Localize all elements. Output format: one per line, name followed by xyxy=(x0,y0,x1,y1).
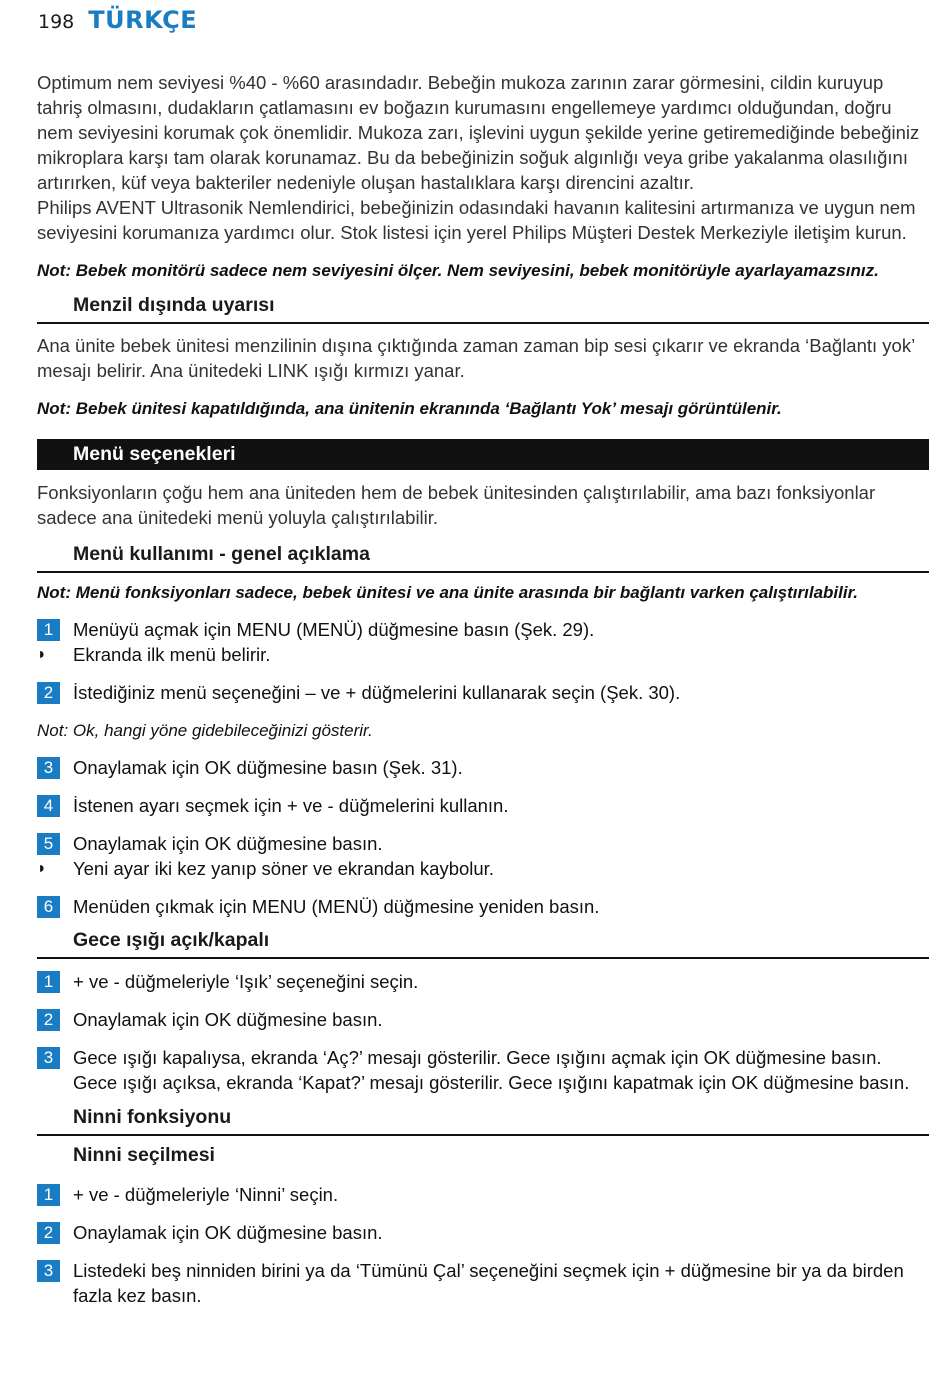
step-text: Onaylamak için OK düğmesine basın (Şek. 31). xyxy=(73,757,463,778)
menu-options-text: Fonksiyonların çoğu hem ana üniteden hem de bebek ünitesinden çalıştırılabilir, ama bazı fonksiyonlar sadece ana ünitedeki menü yoluyla çalıştırılabilir. xyxy=(37,482,876,528)
result-arrow-icon: ◗ xyxy=(37,646,47,663)
step-text: Menüden çıkmak için MENU (MENÜ) düğmesine yeniden basın. xyxy=(73,896,600,917)
intro-paragraph-1: Optimum nem seviyesi %40 - %60 arasındadır. Bebeğin mukoza zarının zarar görmesini, cildin kuruyup tahriş olmasını, dudakların çatlamasını ev boğazın kurumasını engellemeye yardımcı olduğundan, doğru nem seviyesini korumak çok önemlidir. Mukoza zarı, işlevini uygun şekilde yerine getiremediğinde bebeğiniz mikroplara karşı tam olarak korunamaz. Bu da bebeğinizin soğuk algınlığı veya gribe yakalanma olasılığını artırırken, küf veya bakteriler nedeniyle oluşan hastalıklara karşı direncini azaltır. xyxy=(37,72,920,193)
step-number-badge: 2 xyxy=(37,1009,60,1031)
lullaby-heading: Ninni fonksiyonu xyxy=(37,1104,929,1136)
step-number-badge: 4 xyxy=(37,795,60,817)
step-text: + ve - düğmeleriyle ‘Işık’ seçeneğini seçin. xyxy=(73,971,419,992)
night-light-heading: Gece ışığı açık/kapalı xyxy=(37,927,929,959)
step-item xyxy=(37,894,929,919)
menu-usage-heading: Menü kullanımı - genel açıklama xyxy=(37,541,929,573)
range-warning-note: Not: Bebek ünitesi kapatıldığında, ana ünitenin ekranında ‘Bağlantı Yok’ mesajı görüntülenir. xyxy=(37,399,782,418)
step-item xyxy=(37,793,929,818)
step-number-badge: 3 xyxy=(37,757,60,779)
step-number-badge: 3 xyxy=(37,1047,60,1069)
step-text: Onaylamak için OK düğmesine basın. xyxy=(73,833,383,854)
step-number-badge: 2 xyxy=(37,1222,60,1244)
step-number-badge: 1 xyxy=(37,619,60,641)
page-number: 198 xyxy=(38,11,75,33)
step-result xyxy=(37,642,929,667)
step-item xyxy=(37,755,929,780)
step-text: İstenen ayarı seçmek için + ve - düğmelerini kullanın. xyxy=(73,795,509,816)
step-text: Gece ışığı kapalıysa, ekranda ‘Aç?’ mesajı gösterilir. Gece ışığını açmak için OK düğmesine basın. Gece ışığı açıksa, ekranda ‘Kapat?’ mesajı gösterilir. Gece ışığını kapatmak için OK düğmesine basın. xyxy=(73,1047,910,1093)
step-number-badge: 1 xyxy=(37,1184,60,1206)
step-text: Onaylamak için OK düğmesine basın. xyxy=(73,1222,383,1243)
menu-options-heading: Menü seçenekleri xyxy=(37,439,929,470)
menu-usage-note: Not: Menü fonksiyonları sadece, bebek ünitesi ve ana ünite arasında bir bağlantı varken çalıştırılabilir. xyxy=(37,583,858,602)
arrow-note: Not: Ok, hangi yöne gidebileceğinizi gösterir. xyxy=(37,721,373,740)
range-warning-heading: Menzil dışında uyarısı xyxy=(37,292,929,324)
step-text: İstediğiniz menü seçeneğini – ve + düğmelerini kullanarak seçin (Şek. 30). xyxy=(73,682,681,703)
range-warning-text: Ana ünite bebek ünitesi menzilinin dışına çıktığında zaman zaman bip sesi çıkarır ve ekranda ‘Bağlantı yok’ mesajı belirir. Ana ünitedeki LINK ışığı kırmızı yanar. xyxy=(37,335,915,381)
step-item xyxy=(37,969,929,994)
lullaby-select-heading: Ninni seçilmesi xyxy=(73,1144,215,1166)
step-number-badge: 1 xyxy=(37,971,60,993)
step-result-text: Ekranda ilk menü belirir. xyxy=(73,644,271,665)
step-number-badge: 5 xyxy=(37,833,60,855)
step-item xyxy=(37,617,929,642)
step-text: Menüyü açmak için MENU (MENÜ) düğmesine basın (Şek. 29). xyxy=(73,619,595,640)
page-header xyxy=(38,6,197,36)
intro-note: Not: Bebek monitörü sadece nem seviyesini ölçer. Nem seviyesini, bebek monitörüyle ayarlayamazsınız. xyxy=(37,261,879,280)
step-item xyxy=(37,1258,929,1308)
step-item xyxy=(37,831,929,856)
intro-paragraph-2: Philips AVENT Ultrasonik Nemlendirici, bebeğinizin odasındaki havanın kalitesini artırmanıza ve uygun nem seviyesini korumanıza yardımcı olur. Stok listesi için yerel Philips Müşteri Destek Merkeziyle iletişim kurun. xyxy=(37,197,916,243)
step-number-badge: 3 xyxy=(37,1260,60,1282)
result-arrow-icon: ◗ xyxy=(37,860,47,877)
language-title: TÜRKÇE xyxy=(88,6,198,34)
step-item xyxy=(37,1182,929,1207)
step-item xyxy=(37,1045,929,1095)
step-item xyxy=(37,1007,929,1032)
step-number-badge: 2 xyxy=(37,682,60,704)
step-result-text: Yeni ayar iki kez yanıp söner ve ekrandan kaybolur. xyxy=(73,858,494,879)
step-result xyxy=(37,856,929,881)
step-item xyxy=(37,1220,929,1245)
page-content xyxy=(37,70,929,1308)
step-item xyxy=(37,680,929,705)
step-text: Onaylamak için OK düğmesine basın. xyxy=(73,1009,383,1030)
step-number-badge: 6 xyxy=(37,896,60,918)
step-text: Listedeki beş ninniden birini ya da ‘Tümünü Çal’ seçeneğini seçmek için + düğmesine bir ya da birden fazla kez basın. xyxy=(73,1260,904,1306)
step-text: + ve - düğmeleriyle ‘Ninni’ seçin. xyxy=(73,1184,339,1205)
